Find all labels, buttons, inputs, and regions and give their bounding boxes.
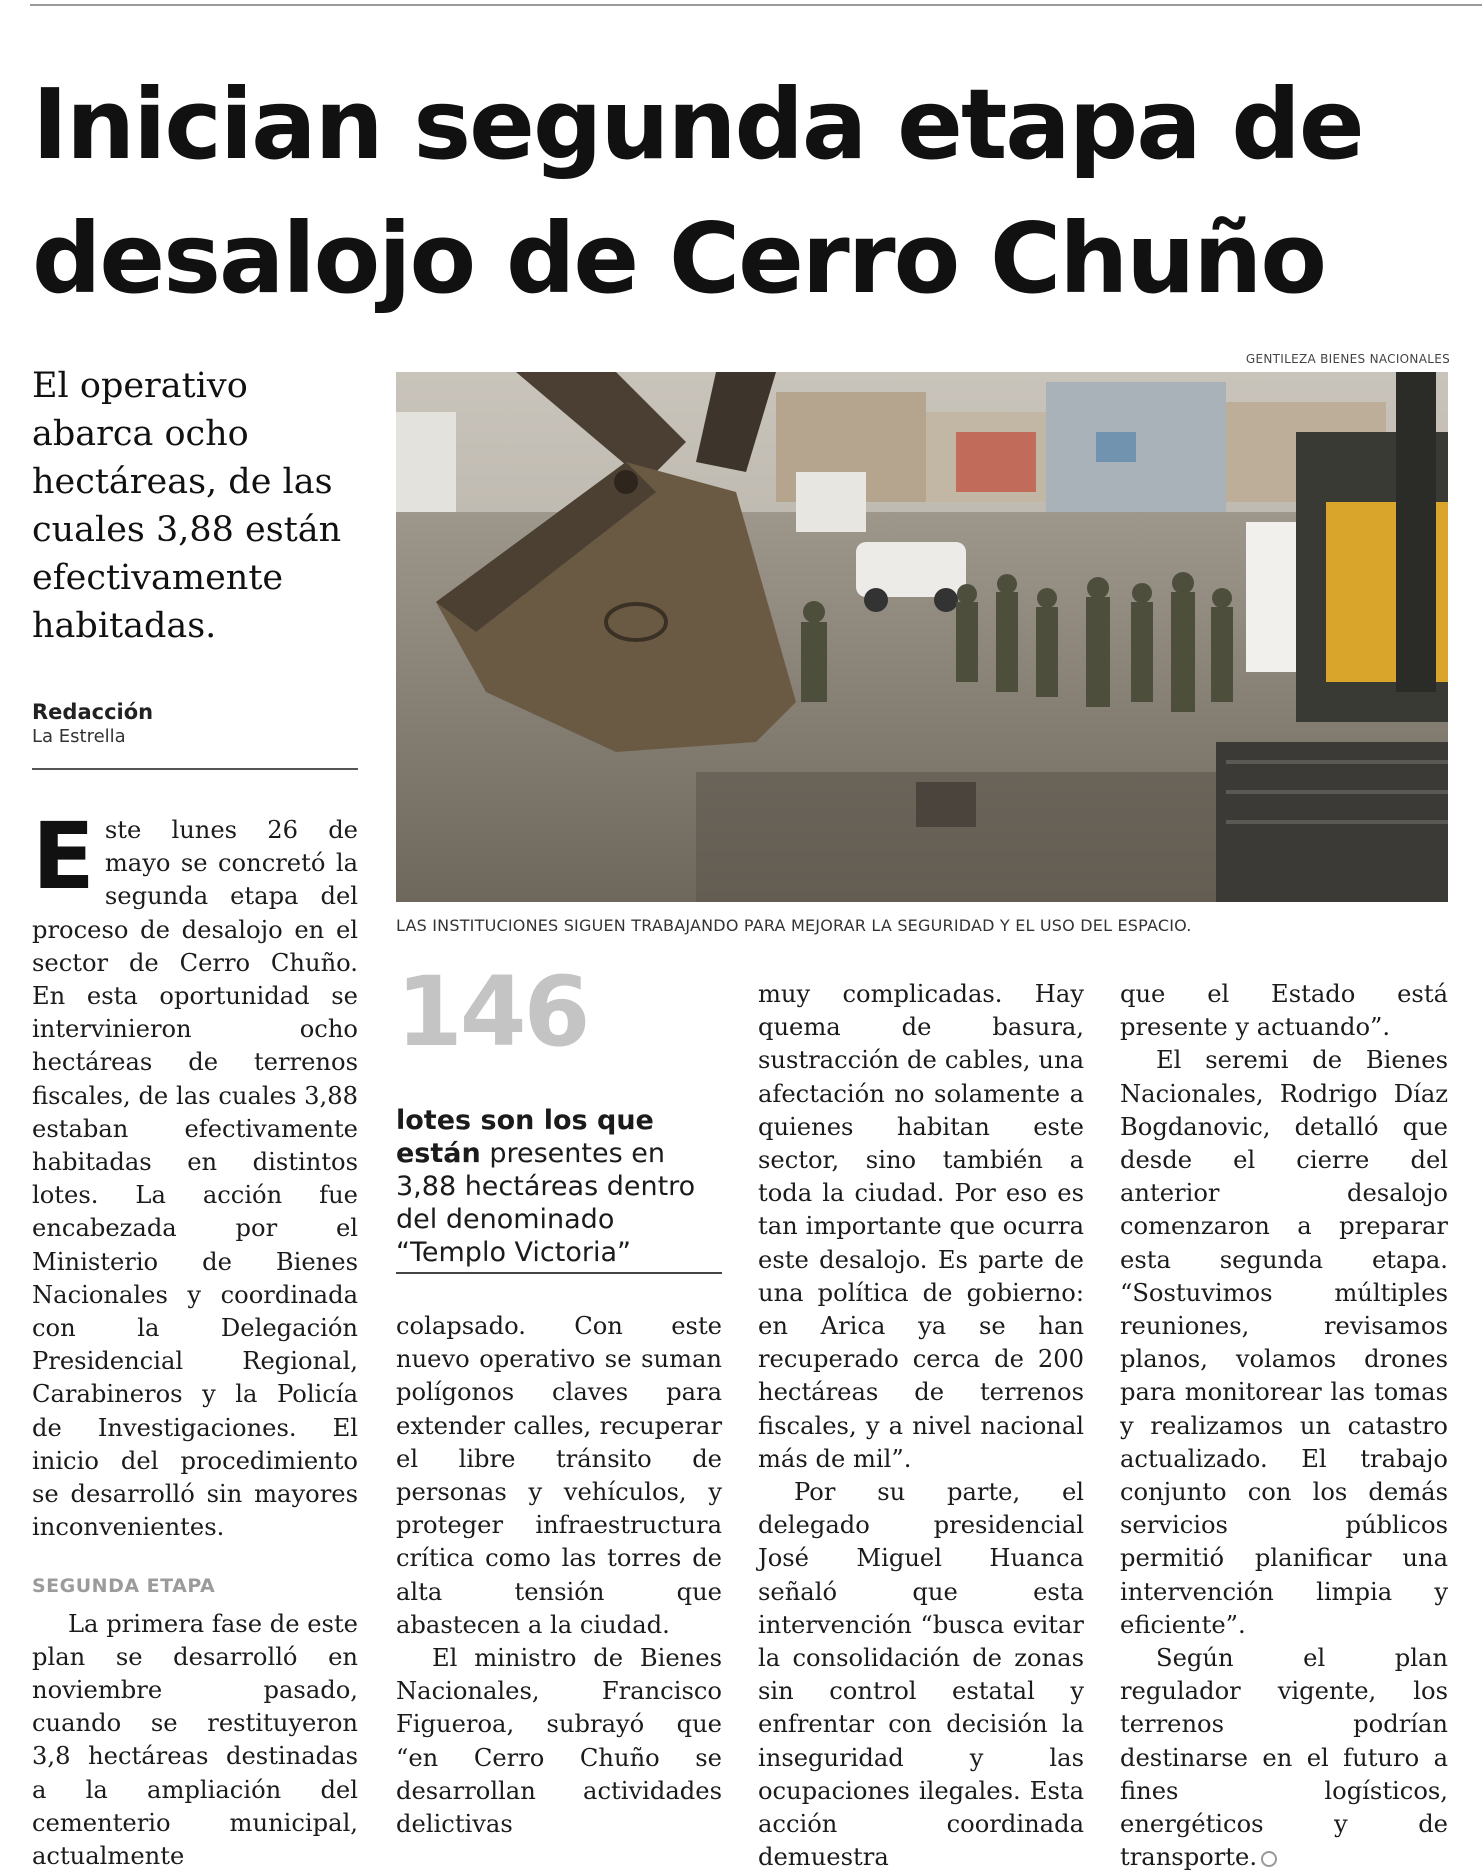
byline-rule [32, 768, 358, 770]
drop-cap: E [32, 803, 95, 910]
byline [32, 700, 362, 747]
paragraph-intro-text: ste lunes 26 de mayo se concretó la segunda etapa del proceso de desalojo en el sector de Cerro Chuño. En esta oportunidad se intervinieron ocho hectáreas de terrenos fiscales, de las cuales 3,88 estaban efectivamente habitadas en distintos lotes. La acción fue encabezada por el Ministerio de Bienes Nacionales y coordinada con la Delegación Presidencial Regional, Carabineros y la Policía de Investigaciones. El inicio del procedimiento se desarrolló sin mayores inconvenientes. [32, 816, 358, 1542]
headline-line-2: desalojo de Cerro Chuño [32, 202, 1326, 315]
column-4 [1120, 978, 1448, 1874]
top-rule [30, 4, 1482, 6]
paragraph-3b: muy complicadas. Hay quema de basura, sustracción de cables, una afectación no solamente a quienes habitan este sector, sino también a toda la ciudad. Por eso es tan importante que ocurra este desalojo. Es parte de una política de gobierno: en Arica ya se han recuperado cerca de 200 hectáreas de terrenos fiscales, y a nivel nacional más de mil”. [758, 980, 1084, 1473]
paragraph-2a: La primera fase de este plan se desarrolló en noviembre pasado, cuando se restituyeron 3,8 hectáreas destinadas a la ampliación del cementerio municipal, actualmente [32, 1609, 358, 1871]
byline-org: La Estrella [32, 726, 126, 747]
photo-caption: LAS INSTITUCIONES SIGUEN TRABAJANDO PARA MEJORAR LA SEGURIDAD Y EL USO DEL ESPACIO. [396, 916, 1192, 935]
stat-rule [396, 1272, 722, 1274]
news-photo [396, 372, 1448, 902]
headline [32, 58, 1462, 326]
paragraph-2b: colapsado. Con este nuevo operativo se suman polígonos claves para extender calles, recuperar el libre tránsito de personas y vehículos, y proteger infraestructura crítica como las torres de alta tensión que abastecen a la ciudad. [396, 1312, 722, 1639]
photo-illustration [396, 372, 1448, 902]
stat-text [396, 1104, 722, 1269]
paragraph-3: El ministro de Bienes Nacionales, Francisco Figueroa, subrayó que “en Cerro Chuño se desarrollan actividades delictivas [396, 1644, 722, 1839]
stat-rest: presentes en 3,88 hectáreas dentro del denominado “Templo Victoria” [396, 1138, 696, 1268]
column-2 [396, 1310, 722, 1841]
paragraph-intro [32, 803, 358, 1544]
photo-credit: GENTILEZA BIENES NACIONALES [1245, 352, 1450, 366]
paragraph-6-text: Según el plan regulador vigente, los terrenos podrían destinarse en el futuro a fines logísticos, energéticos y de transporte. [1120, 1644, 1448, 1872]
paragraph-6 [1120, 1642, 1448, 1874]
headline-line-1: Inician segunda etapa de [32, 68, 1363, 181]
paragraph-4b: que el Estado está presente y actuando”. [1120, 980, 1448, 1042]
stat-number: 146 [396, 956, 588, 1068]
paragraph-4: Por su parte, el delegado presidencial José Miguel Huanca señaló que esta intervención “busca evitar la consolidación de zonas sin control estatal y enfrentar con decisión la inseguridad y las ocupaciones ilegales. Esta acción coordinada demuestra [758, 1478, 1084, 1872]
column-3 [758, 978, 1084, 1874]
column-1 [32, 803, 358, 1873]
stat-lead: lotes son los que están [396, 1105, 654, 1169]
paragraph-5: El seremi de Bienes Nacionales, Rodrigo Díaz Bogdanovic, detalló que desde el cierre del anterior desalojo comenzaron a preparar esta segunda etapa. “Sostuvimos múltiples reuniones, revisamos planos, volamos drones para monitorear las tomas y realizamos un catastro actualizado. El trabajo conjunto con los demás servicios públicos permitió planificar una intervención limpia y eficiente”. [1120, 1046, 1448, 1639]
lede: El operativo abarca ocho hectáreas, de las cuales 3,88 están efectivamente habitadas. [32, 366, 342, 646]
end-mark-icon [1261, 1851, 1277, 1867]
byline-name: Redacción [32, 700, 154, 724]
subhead: SEGUNDA ETAPA [32, 1575, 216, 1598]
